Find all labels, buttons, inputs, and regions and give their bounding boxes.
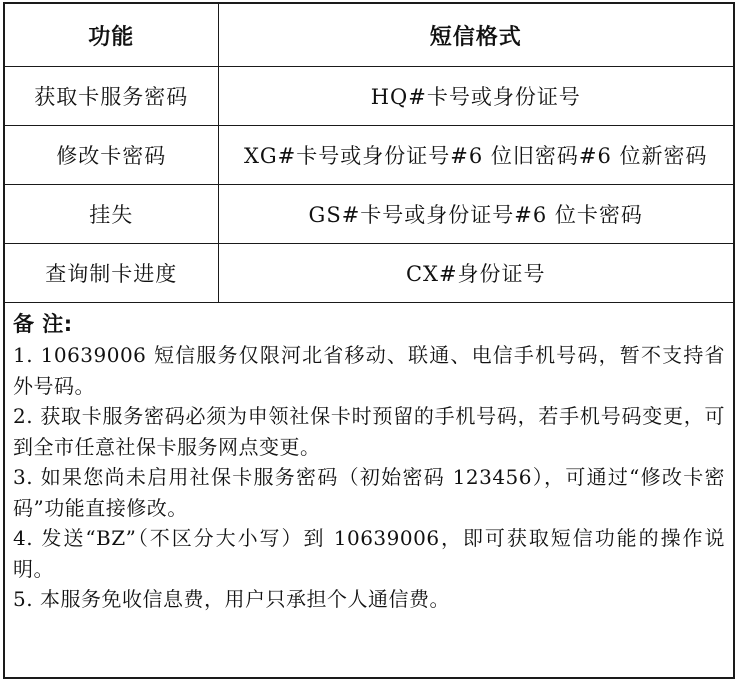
function-cell: 挂失 <box>5 185 218 244</box>
note-item: 4. 发送“BZ”（不区分大小写）到 10639006，即可获取短信功能的操作说明。 <box>13 526 725 581</box>
sms-format-table <box>5 4 733 303</box>
note-item: 1. 10639006 短信服务仅限河北省移动、联通、电信手机号码，暂不支持省外号码。 <box>13 343 725 398</box>
sms-format-cell: CX#身份证号 <box>218 244 733 303</box>
notes-section <box>5 303 733 615</box>
table-row <box>5 244 733 303</box>
sms-format-cell: HQ#卡号或身份证号 <box>218 67 733 126</box>
table-row <box>5 126 733 185</box>
table-header-row <box>5 4 733 67</box>
header-sms-format: 短信格式 <box>218 4 733 67</box>
table-row <box>5 67 733 126</box>
function-cell: 修改卡密码 <box>5 126 218 185</box>
note-item: 5. 本服务免收信息费，用户只承担个人通信费。 <box>13 587 450 611</box>
notes-title: 备 注: <box>13 312 73 336</box>
table-row <box>5 185 733 244</box>
sms-format-cell: GS#卡号或身份证号#6 位卡密码 <box>218 185 733 244</box>
note-item: 2. 获取卡服务密码必须为申领社保卡时预留的手机号码，若手机号码变更，可到全市任意社保卡服务网点变更。 <box>13 404 725 459</box>
function-cell: 获取卡服务密码 <box>5 67 218 126</box>
function-cell: 查询制卡进度 <box>5 244 218 303</box>
header-function: 功能 <box>5 4 218 67</box>
note-item: 3. 如果您尚未启用社保卡服务密码（初始密码 123456），可通过“修改卡密码”功能直接修改。 <box>13 465 725 520</box>
sms-format-cell: XG#卡号或身份证号#6 位旧密码#6 位新密码 <box>218 126 733 185</box>
sms-service-document <box>3 2 735 679</box>
